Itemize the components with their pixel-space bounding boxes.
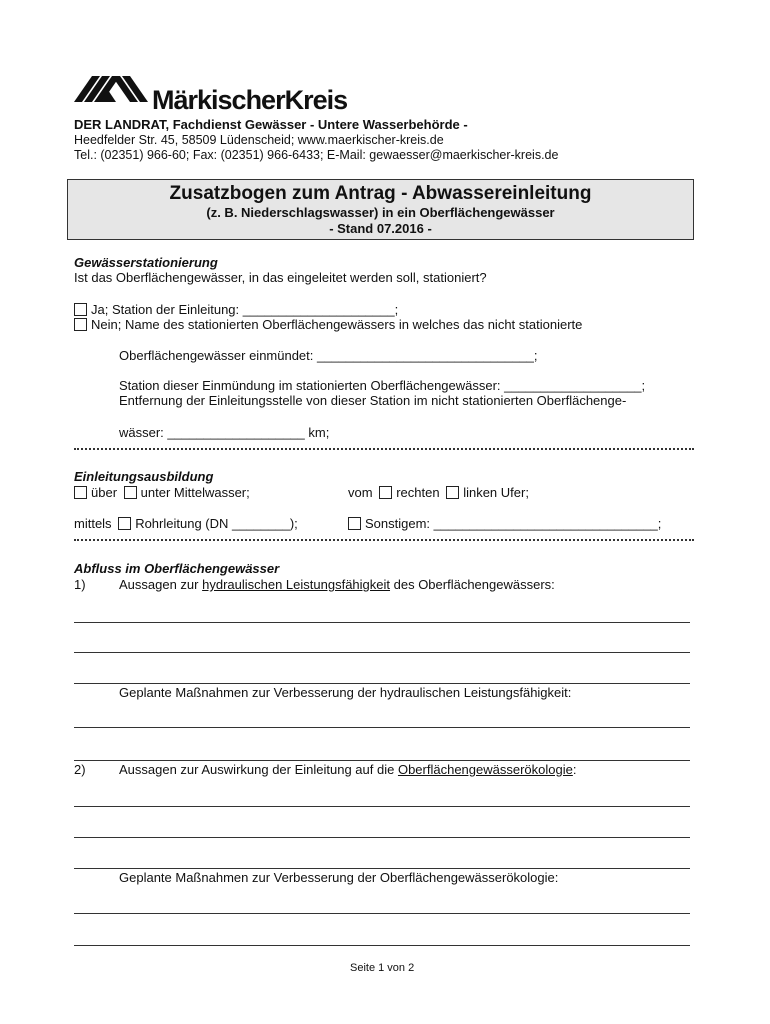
item-1-post: des Oberflächengewässers: bbox=[390, 577, 555, 592]
item-2-underlined: Oberflächengewässerökologie bbox=[397, 762, 573, 777]
section-heading-station: Gewässerstationierung bbox=[74, 255, 218, 270]
mittels-label: mittels bbox=[74, 516, 112, 531]
dotted-separator bbox=[74, 539, 694, 541]
address-line: Heedfelder Str. 45, 58509 Lüdenscheid; www.maerkischer-kreis.de bbox=[74, 133, 444, 147]
dotted-separator bbox=[74, 448, 694, 450]
answer-line[interactable] bbox=[74, 945, 690, 946]
section-heading-einleitung: Einleitungsausbildung bbox=[74, 469, 214, 484]
item-2-post: : bbox=[572, 762, 577, 777]
answer-line[interactable] bbox=[74, 806, 690, 807]
option-ja-label: Ja; Station der Einleitung: _____________________; bbox=[91, 302, 399, 317]
rohrleitung-checkbox[interactable] bbox=[118, 517, 131, 530]
ueber-checkbox[interactable] bbox=[74, 486, 87, 499]
nein-checkbox[interactable] bbox=[74, 318, 87, 331]
item-1-underlined: hydraulischen Leistungsfähigkeit bbox=[202, 577, 391, 592]
answer-line[interactable] bbox=[74, 760, 690, 761]
einmuendung-field[interactable]: Oberflächengewässer einmündet: ______________________________; bbox=[119, 348, 538, 363]
logo bbox=[74, 72, 374, 118]
item-1-pre: Aussagen zur bbox=[119, 577, 203, 592]
station-einmuendung-field[interactable]: Station dieser Einmündung im stationierten Oberflächengewässer: ___________________; bbox=[119, 378, 646, 393]
unter-checkbox[interactable] bbox=[124, 486, 137, 499]
answer-line[interactable] bbox=[74, 868, 690, 869]
option-ja-row bbox=[74, 302, 398, 317]
ufer-row bbox=[348, 485, 529, 500]
item-2-number: 2) bbox=[74, 762, 86, 777]
answer-line[interactable] bbox=[74, 727, 690, 728]
mittels-row bbox=[74, 516, 298, 531]
item-1-text bbox=[119, 577, 555, 592]
sonstigem-label: Sonstigem: _______________________________; bbox=[365, 516, 662, 531]
item-1-number: 1) bbox=[74, 577, 86, 592]
answer-line[interactable] bbox=[74, 913, 690, 914]
item-2-pre: Aussagen zur Auswirkung der Einleitung auf die bbox=[119, 762, 398, 777]
contact-line: Tel.: (02351) 966-60; Fax: (02351) 966-6433; E-Mail: gewaesser@maerkischer-kreis.de bbox=[74, 148, 559, 162]
rohrleitung-label: Rohrleitung (DN ________); bbox=[135, 516, 298, 531]
answer-line[interactable] bbox=[74, 622, 690, 623]
authority-line: DER LANDRAT, Fachdienst Gewässer - Untere Wasserbehörde - bbox=[74, 117, 468, 132]
form-subtitle: (z. B. Niederschlagswasser) in ein Oberflächengewässer bbox=[206, 205, 555, 220]
entfernung-km-field[interactable]: wässer: ___________________ km; bbox=[119, 425, 330, 440]
rechten-label: rechten bbox=[396, 485, 440, 500]
massnahmen-1-label: Geplante Maßnahmen zur Verbesserung der hydraulischen Leistungsfähigkeit: bbox=[119, 685, 572, 700]
option-nein-row bbox=[74, 317, 582, 332]
form-stand: - Stand 07.2016 - bbox=[329, 221, 432, 236]
ja-checkbox[interactable] bbox=[74, 303, 87, 316]
massnahmen-2-label: Geplante Maßnahmen zur Verbesserung der Oberflächengewässerökologie: bbox=[119, 870, 559, 885]
unter-label: unter Mittelwasser; bbox=[140, 485, 250, 500]
section-heading-abfluss: Abfluss im Oberflächengewässer bbox=[74, 561, 280, 576]
answer-line[interactable] bbox=[74, 652, 690, 653]
rechten-checkbox[interactable] bbox=[379, 486, 392, 499]
linken-label: linken Ufer; bbox=[463, 485, 529, 500]
brand-name: MärkischerKreis bbox=[152, 85, 348, 115]
vom-label: vom bbox=[348, 485, 373, 500]
sonstigem-row bbox=[348, 516, 661, 531]
title-box bbox=[67, 179, 694, 240]
answer-line[interactable] bbox=[74, 683, 690, 684]
page-number: Seite 1 von 2 bbox=[350, 962, 415, 974]
ueber-label: über bbox=[91, 485, 118, 500]
item-2-text bbox=[119, 762, 576, 777]
station-question: Ist das Oberflächengewässer, in das eingeleitet werden soll, stationiert? bbox=[74, 270, 487, 285]
sonstigem-checkbox[interactable] bbox=[348, 517, 361, 530]
option-nein-label: Nein; Name des stationierten Oberflächengewässers in welches das nicht stationierte bbox=[91, 317, 583, 332]
linken-checkbox[interactable] bbox=[446, 486, 459, 499]
form-title: Zusatzbogen zum Antrag - Abwassereinleitung bbox=[169, 183, 592, 204]
mittelwasser-row bbox=[74, 485, 250, 500]
maerkischer-kreis-logo-icon bbox=[74, 72, 150, 112]
answer-line[interactable] bbox=[74, 837, 690, 838]
entfernung-text: Entfernung der Einleitungsstelle von dieser Station im nicht stationierten Oberflächenge- bbox=[119, 393, 627, 408]
